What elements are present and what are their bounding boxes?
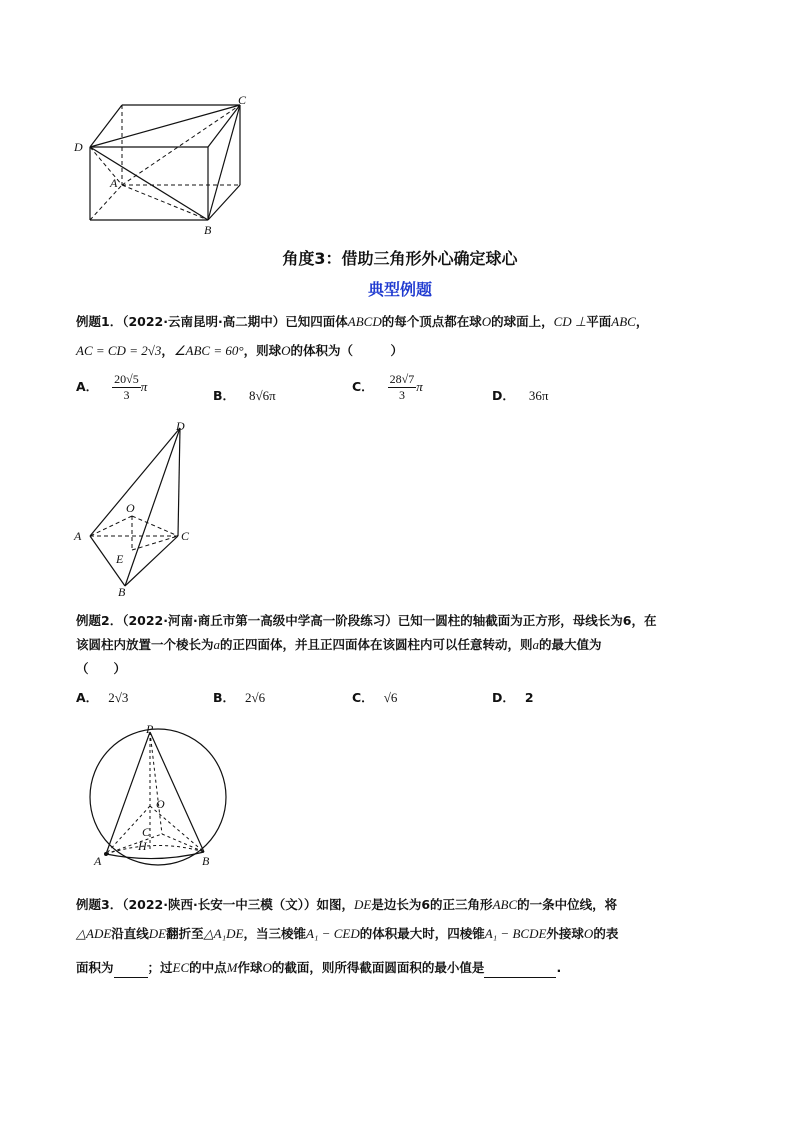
example-3-triangle-ade: △ADE [76,926,112,941]
option-value: 2√3 [108,690,129,705]
example-2-text: 的正四面体，并且正四面体在该圆柱内可以任意转动，则 [220,637,533,652]
example-3-text: 如图， [316,897,355,912]
example-3-text: 的表 [593,926,619,941]
option-label: D． [492,388,515,403]
figure-2-label-b: B [118,585,126,598]
example-1-option-a[interactable] [76,372,147,403]
example-2-tag: 例题2． [76,613,123,628]
fraction [388,372,417,403]
example-1-option-d[interactable] [492,386,548,404]
figure-3-label-b: B [202,854,210,868]
figure-2-label-a: A [74,529,82,543]
example-3-line-3 [76,959,561,978]
example-1-o: O [481,314,492,329]
figure-3-label-p: P [146,722,154,736]
figure-3-sphere-cone [86,722,236,872]
example-3-m: M [226,960,238,975]
example-3-text: ，当三棱锥 [243,926,306,941]
example-2-option-a[interactable] [76,688,128,706]
example-3-text: 的一条中位线，将 [517,897,618,912]
example-3-text: 作球 [237,960,263,975]
example-1-condition: AC = CD = 2√3 [76,343,162,358]
example-1-cd-perp: CD ⊥ [553,314,587,329]
answer-blank-1[interactable] [114,959,148,978]
option-value: 2 [524,690,534,705]
example-1-tag: 例题1． [76,314,123,329]
option-value: 2√6 [245,690,266,705]
option-value: 36π [528,388,549,403]
example-2-line-1 [76,612,656,630]
example-3-pyramid-2: A₁ − BCDE [484,926,547,941]
example-1-text: 的球面上， [491,314,554,329]
example-1-text: 的体积为（ ） [290,343,403,358]
example-1-option-b[interactable] [213,386,276,404]
section-subtitle: 典型例题 [367,280,432,299]
example-3-o: O [583,926,594,941]
example-1-angle: ∠ABC = 60° [173,343,244,358]
answer-blank-2[interactable] [484,959,556,978]
figure-1-label-b: B [204,223,212,237]
figure-3-label-h: H [138,839,147,853]
example-2-answer-paren: （ ） [76,661,127,676]
figure-3-label-c: C [142,825,151,839]
example-2-text: 的最大值为 [539,637,602,652]
example-1-abcd: ABCD [347,314,382,329]
pi-symbol: π [140,379,148,394]
example-2-var-a: a [213,637,221,652]
example-2-text: 该圆柱内放置一个棱长为 [76,637,214,652]
example-3-text: 的截面，则所得截面圆面积的最小值是 [271,960,485,975]
fraction-numerator: 28√7 [389,372,415,386]
option-label: B． [213,388,236,403]
figure-3-label-a: A [94,854,102,868]
option-value: 8√6π [249,388,276,403]
example-2-line-2 [76,636,602,654]
example-2-option-b[interactable] [213,688,265,706]
figure-2-label-o: O [126,501,135,515]
example-1-o: O [281,343,291,358]
example-3-ec: EC [172,960,190,975]
example-3-text: 面积为 [76,960,114,975]
figure-1-box-diagram [70,95,260,240]
example-3-text: 是边长为6的正三角形 [371,897,493,912]
example-1-abc: ABC [611,314,636,329]
example-2-var-a: a [532,637,540,652]
example-1-text: 的每个顶点都在球 [381,314,482,329]
pi-symbol: π [416,379,423,394]
figure-2-label-d: D [176,419,185,433]
example-3-o: O [262,960,272,975]
example-3-source: （2022·陕西·长安一中三模（文）） [122,897,317,912]
figure-2-label-c: C [181,529,190,543]
option-value: √6 [383,690,398,705]
example-1-text: ， [161,343,174,358]
example-1-source: （2022·云南昆明·高二期中） [122,314,286,329]
example-3-abc: ABC [492,897,518,912]
section-title: 角度3：借助三角形外心确定球心 [282,249,518,268]
figure-2-tetrahedron [70,418,200,598]
option-label: B． [213,690,236,705]
example-3-text: 的中点 [189,960,227,975]
fraction-denominator: 3 [398,388,405,402]
example-1-text: ， [635,314,649,329]
example-3-tag: 例题3． [76,897,123,912]
fraction-denominator: 3 [123,388,130,402]
example-3-text: 翻折至 [166,926,204,941]
option-label: A． [76,379,99,394]
figure-3-label-o: O [156,797,165,811]
example-1-line-2 [76,342,403,360]
option-label: C． [352,379,374,394]
example-2-source: （2022·河南·商丘市第一高级中学高一阶段练习） [122,613,398,628]
option-label: C． [352,690,374,705]
example-1-line-1 [76,313,648,331]
example-2-line-3 [76,660,126,678]
figure-1-label-a: A [110,176,118,190]
example-2-text: 已知一圆柱的轴截面为正方形，母线长为6，在 [397,613,657,628]
figure-2-label-e: E [116,552,124,566]
figure-1-label-d: D [74,140,83,154]
option-label: D． [492,690,515,705]
example-3-triangle-a1de: △A₁DE [203,926,244,941]
example-3-pyramid-1: A₁ − CED [305,926,360,941]
fraction [112,372,141,403]
example-3-line-2 [76,925,618,943]
figure-1-label-c: C [238,95,247,107]
example-3-text: 沿直线 [111,926,149,941]
example-2-option-d[interactable] [492,688,534,706]
example-3-text: . [556,960,562,975]
example-3-line-1 [76,896,617,914]
example-3-de: DE [354,897,372,912]
option-label: A． [76,690,99,705]
example-1-text: ，则球 [243,343,282,358]
example-3-text: 外接球 [546,926,584,941]
example-3-text: ；过 [147,960,173,975]
example-1-option-c[interactable] [352,372,423,403]
example-2-option-c[interactable] [352,688,397,706]
example-3-text: 的体积最大时，四棱锥 [359,926,485,941]
fraction-numerator: 20√5 [114,372,139,386]
example-1-text: 平面 [586,314,612,329]
example-3-de: DE [148,926,167,941]
example-1-text: 已知四面体 [285,314,348,329]
